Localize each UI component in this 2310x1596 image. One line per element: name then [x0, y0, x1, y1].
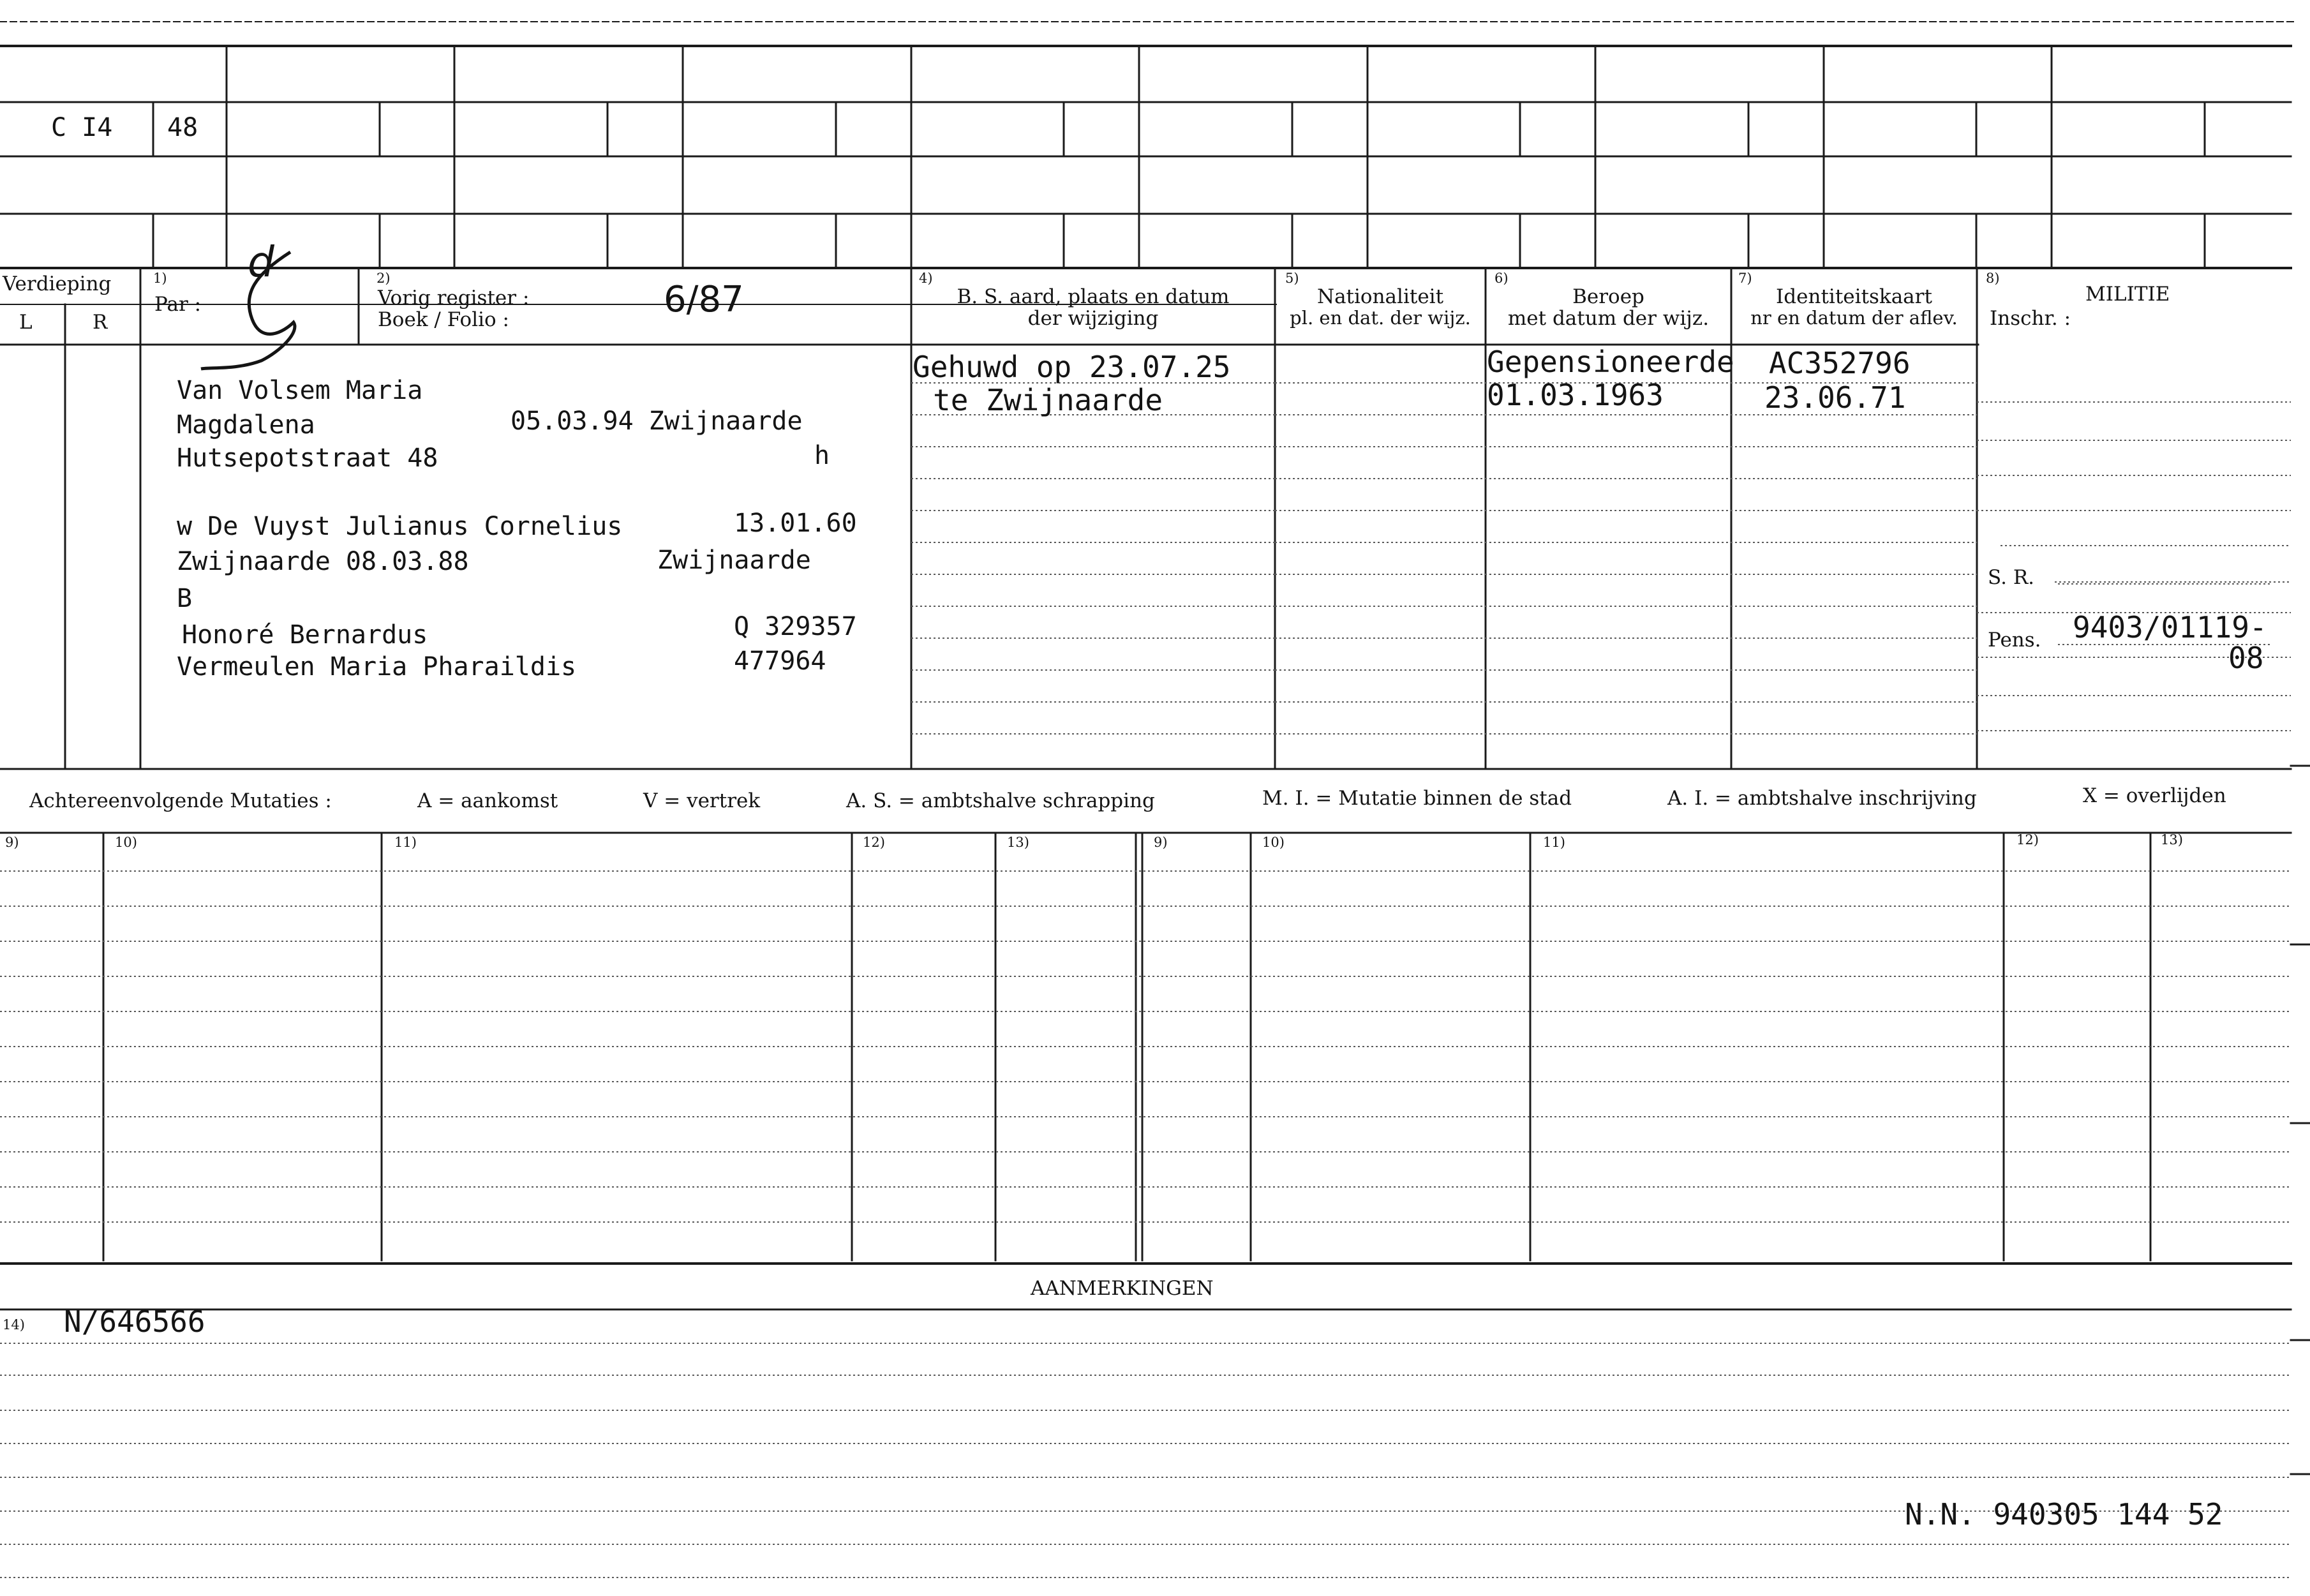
legend-ambtshalve-inschrijving: A. I. = ambtshalve inschrijving: [1667, 787, 1977, 810]
col-l-label: L: [19, 311, 33, 334]
inschr-label: Inschr. :: [1990, 307, 2071, 330]
beroep-label: Beroep: [1572, 285, 1644, 308]
person-address: Hutsepotstraat 48: [177, 444, 438, 473]
mother-number: 477964: [734, 646, 826, 676]
n4-label: 4): [919, 271, 933, 286]
legend-schrapping: A. S. = ambtshalve schrapping: [846, 789, 1155, 812]
mut-col-9b: 9): [1154, 835, 1168, 850]
mut-col-10a: 10): [115, 835, 137, 850]
father-name: Honoré Bernardus: [182, 620, 428, 650]
beroep-line2: met datum der wijz.: [1507, 307, 1710, 330]
par-mark: d: [248, 237, 274, 287]
spouse-birthplace: Zwijnaarde: [657, 546, 811, 575]
legend-mutatie-stad: M. I. = Mutatie binnen de stad: [1262, 787, 1572, 810]
mut-col-12a: 12): [863, 835, 885, 850]
profession-line1: Gepensioneerde: [1487, 345, 1734, 379]
father-number: Q 329357: [734, 612, 857, 641]
mut-col-10b: 10): [1262, 835, 1285, 850]
legend-overlijden: X = overlijden: [2083, 784, 2226, 807]
legend-vertrek: V = vertrek: [643, 789, 761, 812]
remarks-n14: 14): [3, 1317, 25, 1332]
form-rules: [0, 22, 2310, 1474]
nationaliteit-label: Nationaliteit: [1316, 285, 1444, 308]
mut-col-12b: 12): [2016, 832, 2039, 847]
sr-label: S. R.: [1988, 566, 2035, 589]
identiteitskaart-label: Identiteitskaart: [1776, 285, 1932, 308]
mother-name: Vermeulen Maria Pharaildis: [177, 652, 577, 682]
mut-col-9a: 9): [5, 835, 19, 850]
par-label: Par :: [154, 293, 202, 316]
civil-status-line2: te Zwijnaarde: [933, 383, 1163, 417]
nationaliteit-line2: pl. en dat. der wijz.: [1290, 307, 1471, 329]
spouse-date: 13.01.60: [734, 509, 857, 538]
remarks-entry: N/646566: [64, 1304, 205, 1339]
pens-value-line2: 08: [2228, 641, 2264, 675]
register-number: 48: [167, 113, 198, 142]
pens-value-line1: 9403/01119-: [2073, 610, 2267, 645]
n5-label: 5): [1285, 271, 1299, 286]
person-name: Van Volsem Maria: [177, 376, 423, 405]
n7-label: 7): [1738, 271, 1752, 286]
mutations-title: Achtereenvolgende Mutaties :: [29, 789, 332, 812]
national-number: N.N. 940305 144 52: [1905, 1497, 2223, 1532]
bs-header-line1: B. S. aard, plaats en datum: [957, 285, 1230, 308]
col-r-label: R: [93, 311, 108, 334]
mut-col-13a: 13): [1007, 835, 1029, 850]
identiteitskaart-line2: nr en datum der aflev.: [1750, 307, 1958, 329]
boek-folio-label: Boek / Folio :: [378, 308, 509, 331]
civil-status-line1: Gehuwd op 23.07.25: [913, 350, 1231, 384]
vorig-register-label: Vorig register :: [378, 287, 530, 310]
legend-aankomst: A = aankomst: [417, 789, 558, 812]
bs-header-line2: der wijziging: [1027, 307, 1159, 330]
register-code: C I4: [51, 113, 113, 142]
spouse-name: w De Vuyst Julianus Cornelius: [177, 512, 623, 541]
remarks-title: AANMERKINGEN: [1031, 1277, 1214, 1300]
mut-col-13b: 13): [2161, 832, 2183, 847]
marker-b: B: [177, 584, 193, 613]
person-mark: h: [814, 441, 830, 470]
mut-col-11a: 11): [394, 835, 417, 850]
spouse-birth: Zwijnaarde 08.03.88: [177, 547, 469, 576]
verdieping-label: Verdieping: [3, 272, 112, 295]
profession-date: 01.03.1963: [1487, 378, 1664, 412]
vorig-register-value: 6/87: [664, 279, 744, 320]
person-first-names: Magdalena: [177, 410, 315, 440]
identity-card-date: 23.06.71: [1764, 380, 1906, 415]
n6-label: 6): [1494, 271, 1509, 286]
pens-label: Pens.: [1988, 629, 2041, 652]
n2-label: 2): [376, 271, 391, 286]
mut-col-11b: 11): [1543, 835, 1565, 850]
n8-label: 8): [1986, 271, 2000, 286]
militie-label: MILITIE: [2085, 283, 2170, 306]
n1-label: 1): [153, 271, 167, 286]
person-birth: 05.03.94 Zwijnaarde: [510, 406, 803, 436]
identity-card-number: AC352796: [1769, 346, 1911, 380]
